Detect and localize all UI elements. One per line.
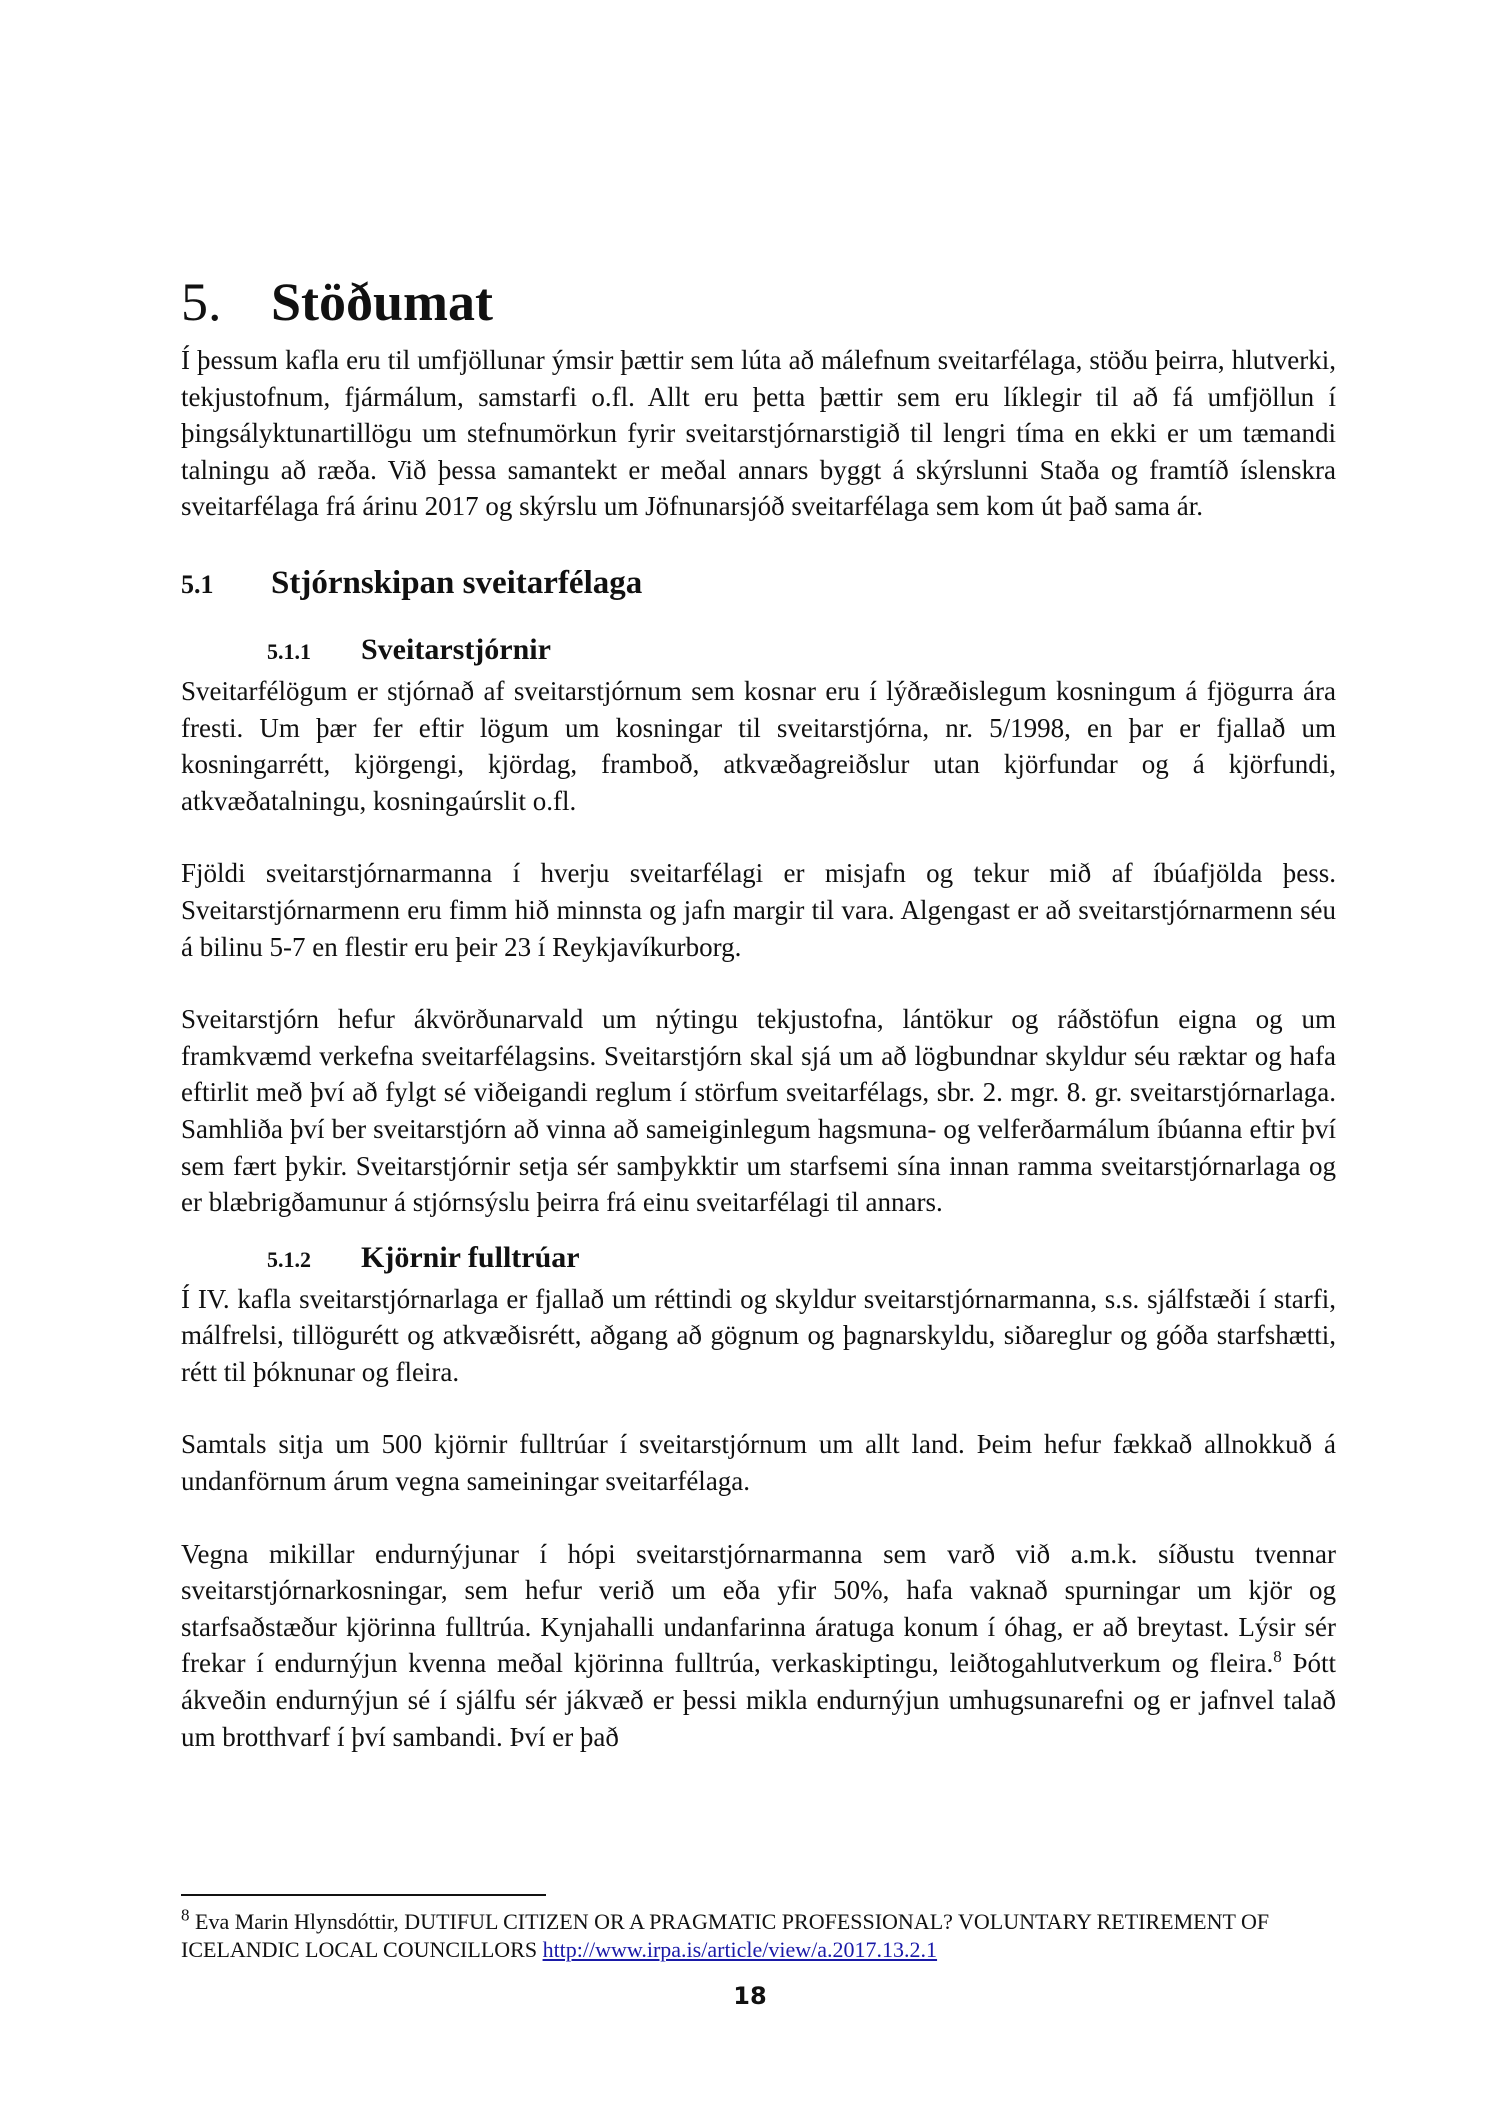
- page-number: 18: [733, 1982, 767, 2010]
- subsection-title: Sveitarstjórnir: [361, 632, 551, 666]
- chapter-title: Stöðumat: [271, 272, 494, 332]
- footnote-reference[interactable]: 8: [1273, 1647, 1282, 1667]
- footnote: [181, 1905, 1331, 1964]
- chapter-heading: [181, 270, 1336, 334]
- footnote-divider: [181, 1894, 546, 1896]
- paragraph: Fjöldi sveitarstjórnarmanna í hverju sveitarfélagi er misjafn og tekur mið af íbúafjölda þess. Sveitarstjórnarmenn eru fimm hið minnsta og jafn margir til vara. Algengast er að sveitarstjórnarmenn séu á bilinu 5-7 en flestir eru þeir 23 í Reykjavíkurborg.: [181, 858, 1336, 962]
- paragraph-text: Þótt ákveðin endurnýjun sé í sjálfu sér jákvæð er þessi mikla endurnýjun umhugsunarefni og er jafnvel talað um brotthvarf í því sambandi. Því er það: [181, 1648, 1336, 1752]
- subsection-title: Kjörnir fulltrúar: [361, 1240, 580, 1274]
- paragraph: Sveitarstjórn hefur ákvörðunarvald um nýtingu tekjustofna, lántökur og ráðstöfun eigna og um framkvæmd verkefna sveitarfélagsins. Sveitarstjórn skal sjá um að lögbundnar skyldur séu ræktar og hafa eftirlit með því að fylgt sé viðeigandi reglum í störfum sveitarfélags, sbr. 2. mgr. 8. gr. sveitarstjórnarlaga. Samhliða því ber sveitarstjórn að vinna að sameiginlegum hagsmuna- og velferðarmálum íbúanna eftir því sem fært þykir. Sveitarstjórnir setja sér samþykktir um starfsemi sína innan ramma sveitarstjórnarlaga og er blæbrigðamunur á stjórnsýslu þeirra frá einu sveitarfélagi til annars.: [181, 1004, 1336, 1218]
- subsection-number: 5.1.1: [267, 638, 311, 664]
- subsection-number: 5.1.2: [267, 1246, 311, 1272]
- page-body: [181, 270, 1336, 1755]
- subsection-heading-5-1-1: [267, 631, 1336, 671]
- footnote-marker: 8: [181, 1905, 190, 1925]
- paragraph-with-footnote: [181, 1536, 1336, 1756]
- footnote-text: Eva Marin Hlynsdóttir, DUTIFUL CITIZEN OR A PRAGMATIC PROFESSIONAL? VOLUNTARY RETIREMENT OF ICELANDIC LOCAL COUNCILLORS: [181, 1909, 1270, 1962]
- paragraph-text: Vegna mikillar endurnýjunar í hópi sveitarstjórnarmanna sem varð við a.m.k. síðustu tvennar sveitarstjórnarkosningar, sem hefur verið um eða yfir 50%, hafa vaknað spurningar um kjör og starfsaðstæður kjörinna fulltrúa. Kynjahalli undanfarinna áratuga konum í óhag, er að breytast. Lýsir sér frekar í endurnýjun kvenna meðal kjörinna fulltrúa, verkaskiptingu, leiðtogahlutverkum og fleira.: [181, 1538, 1336, 1679]
- section-number: 5.1: [181, 569, 214, 599]
- section-title: Stjórnskipan sveitarfélaga: [271, 564, 643, 601]
- paragraph: Sveitarfélögum er stjórnað af sveitarstjórnum sem kosnar eru í lýðræðislegum kosningum á fjögurra ára fresti. Um þær fer eftir lögum um kosningar til sveitarstjórna, nr. 5/1998, en þar er fjallað um kosningarrétt, kjörgengi, kjördag, framboð, atkvæðagreiðslur utan kjörfundar og á kjörfundi, atkvæðatalningu, kosningaúrslit o.fl.: [181, 675, 1336, 816]
- paragraph: Í IV. kafla sveitarstjórnarlaga er fjallað um réttindi og skyldur sveitarstjórnarmanna, s.s. sjálfstæði í starfi, málfrelsi, tillögurétt og atkvæðisrétt, aðgang að gögnum og þagnarskyldu, siðareglur og góða starfshætti, rétt til þóknunar og fleira.: [181, 1283, 1336, 1387]
- subsection-heading-5-1-2: [267, 1239, 1336, 1279]
- paragraph: Samtals sitja um 500 kjörnir fulltrúar í sveitarstjórnum um allt land. Þeim hefur fækkað allnokkuð á undanförnum árum vegna sameiningar sveitarfélaga.: [181, 1429, 1336, 1497]
- chapter-number: 5.: [181, 272, 222, 332]
- footnote-link[interactable]: http://www.irpa.is/article/view/a.2017.13.2.1: [542, 1937, 938, 1962]
- intro-paragraph: Í þessum kafla eru til umfjöllunar ýmsir þættir sem lúta að málefnum sveitarfélaga, stöðu þeirra, hlutverki, tekjustofnum, fjármálum, samstarfi o.fl. Allt eru þetta þættir sem eru líklegir til að fá umfjöllun í þingsályktunartillögu um stefnumörkun fyrir sveitarstjórnarstigið til lengri tíma en ekki er um tæmandi talningu að ræða. Við þessa samantekt er meðal annars byggt á skýrslunni Staða og framtíð íslenskra sveitarfélaga frá árinu 2017 og skýrslu um Jöfnunarsjóð sveitarfélaga sem kom út það sama ár.: [181, 345, 1336, 522]
- section-heading-5-1: [181, 563, 1336, 605]
